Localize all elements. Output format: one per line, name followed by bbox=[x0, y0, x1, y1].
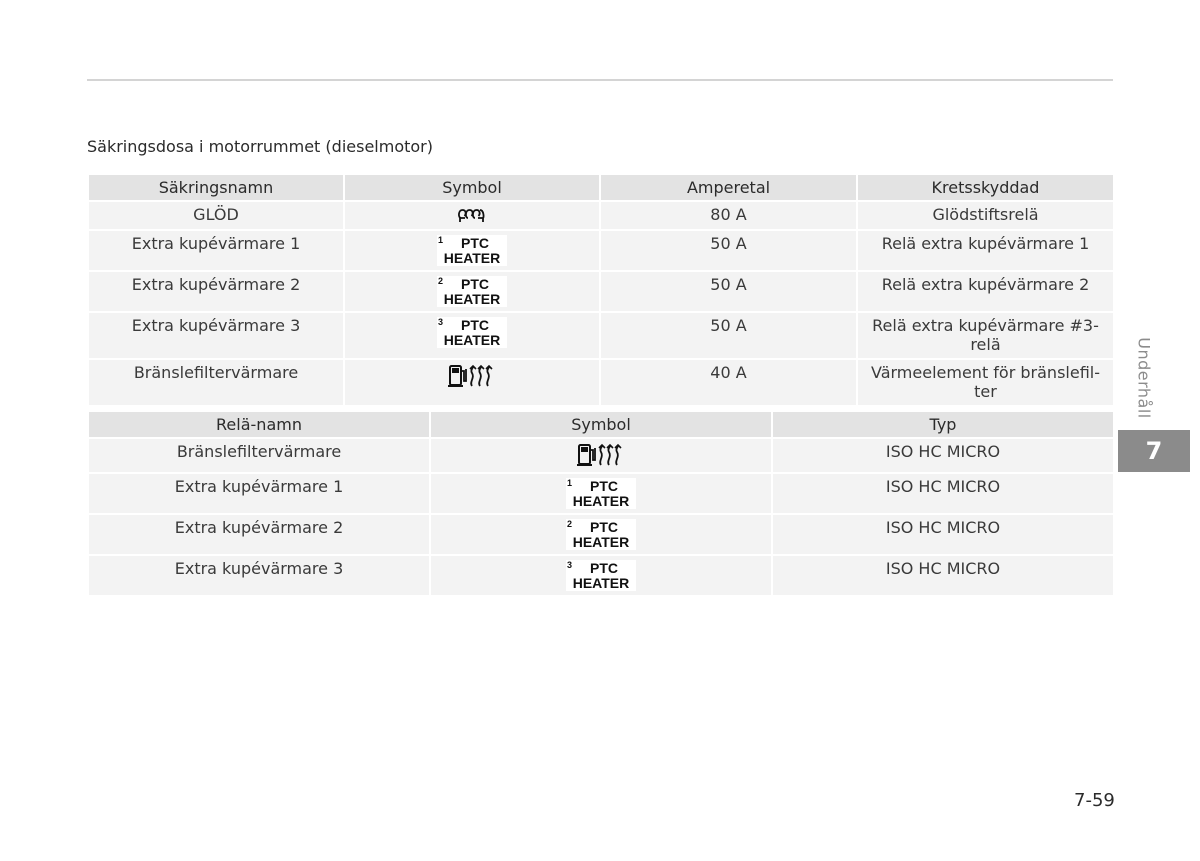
fuse-symbol bbox=[344, 271, 600, 312]
relay-type: ISO HC MICRO bbox=[772, 555, 1114, 596]
ptc-heater-icon: 3 PTC HEATER bbox=[437, 317, 507, 348]
header-type: Typ bbox=[772, 411, 1114, 438]
fuse-circuit: Relä extra kupévärmare 1 bbox=[857, 230, 1114, 271]
fuel-filter-heater-icon bbox=[447, 363, 497, 389]
fuse-amperage: 50 A bbox=[600, 312, 857, 359]
fuse-circuit: Relä extra kupévärmare #3-relä bbox=[857, 312, 1114, 359]
table-row bbox=[88, 473, 1114, 514]
relay-symbol bbox=[430, 555, 772, 596]
fuse-circuit: Relä extra kupévärmare 2 bbox=[857, 271, 1114, 312]
fuse-amperage: 80 A bbox=[600, 201, 857, 230]
ptc-heater-icon: 1 PTC HEATER bbox=[437, 235, 507, 266]
header-fuse-name: Säkringsnamn bbox=[88, 174, 344, 201]
header-rule bbox=[87, 79, 1113, 81]
relay-symbol bbox=[430, 514, 772, 555]
relay-table bbox=[87, 410, 1115, 597]
table-row bbox=[88, 271, 1114, 312]
chapter-tab: 7 bbox=[1118, 430, 1190, 472]
header-symbol: Symbol bbox=[344, 174, 600, 201]
fuse-circuit: Glödstiftsrelä bbox=[857, 201, 1114, 230]
header-amperage: Amperetal bbox=[600, 174, 857, 201]
relay-table-header bbox=[88, 411, 1114, 438]
table-row bbox=[88, 201, 1114, 230]
fuse-symbol bbox=[344, 359, 600, 406]
table-row bbox=[88, 514, 1114, 555]
relay-name: Extra kupévärmare 1 bbox=[88, 473, 430, 514]
table-row bbox=[88, 438, 1114, 473]
table-row bbox=[88, 555, 1114, 596]
header-circuit: Kretsskyddad bbox=[857, 174, 1114, 201]
fuse-name: GLÖD bbox=[88, 201, 344, 230]
fuse-name: Extra kupévärmare 3 bbox=[88, 312, 344, 359]
fuse-symbol bbox=[344, 230, 600, 271]
fuse-name: Extra kupévärmare 1 bbox=[88, 230, 344, 271]
relay-type: ISO HC MICRO bbox=[772, 473, 1114, 514]
relay-name: Extra kupévärmare 3 bbox=[88, 555, 430, 596]
ptc-heater-icon: 2 PTC HEATER bbox=[437, 276, 507, 307]
fuse-amperage: 50 A bbox=[600, 271, 857, 312]
table-row bbox=[88, 359, 1114, 406]
relay-symbol bbox=[430, 473, 772, 514]
fuse-table bbox=[87, 173, 1115, 407]
table-row bbox=[88, 312, 1114, 359]
fuse-amperage: 50 A bbox=[600, 230, 857, 271]
fuse-circuit: Värmeelement för bränslefil-ter bbox=[857, 359, 1114, 406]
fuse-amperage: 40 A bbox=[600, 359, 857, 406]
page-number: 7-59 bbox=[1074, 790, 1115, 811]
fuel-filter-heater-icon bbox=[576, 442, 626, 468]
fuse-symbol bbox=[344, 312, 600, 359]
fuse-table-header bbox=[88, 174, 1114, 201]
fuse-name: Bränslefiltervärmare bbox=[88, 359, 344, 406]
relay-name: Extra kupévärmare 2 bbox=[88, 514, 430, 555]
fuse-name: Extra kupévärmare 2 bbox=[88, 271, 344, 312]
ptc-heater-icon: 3 PTC HEATER bbox=[566, 560, 636, 591]
relay-type: ISO HC MICRO bbox=[772, 514, 1114, 555]
relay-type: ISO HC MICRO bbox=[772, 438, 1114, 473]
ptc-heater-icon: 2 PTC HEATER bbox=[566, 519, 636, 550]
relay-symbol bbox=[430, 438, 772, 473]
chapter-side-label: Underhåll bbox=[1134, 337, 1154, 419]
ptc-heater-icon: 1 PTC HEATER bbox=[566, 478, 636, 509]
fuse-symbol bbox=[344, 201, 600, 230]
header-symbol: Symbol bbox=[430, 411, 772, 438]
relay-name: Bränslefiltervärmare bbox=[88, 438, 430, 473]
glow-plug-icon bbox=[457, 205, 487, 225]
header-relay-name: Relä-namn bbox=[88, 411, 430, 438]
section-title: Säkringsdosa i motorrummet (dieselmotor) bbox=[87, 137, 433, 156]
table-row bbox=[88, 230, 1114, 271]
